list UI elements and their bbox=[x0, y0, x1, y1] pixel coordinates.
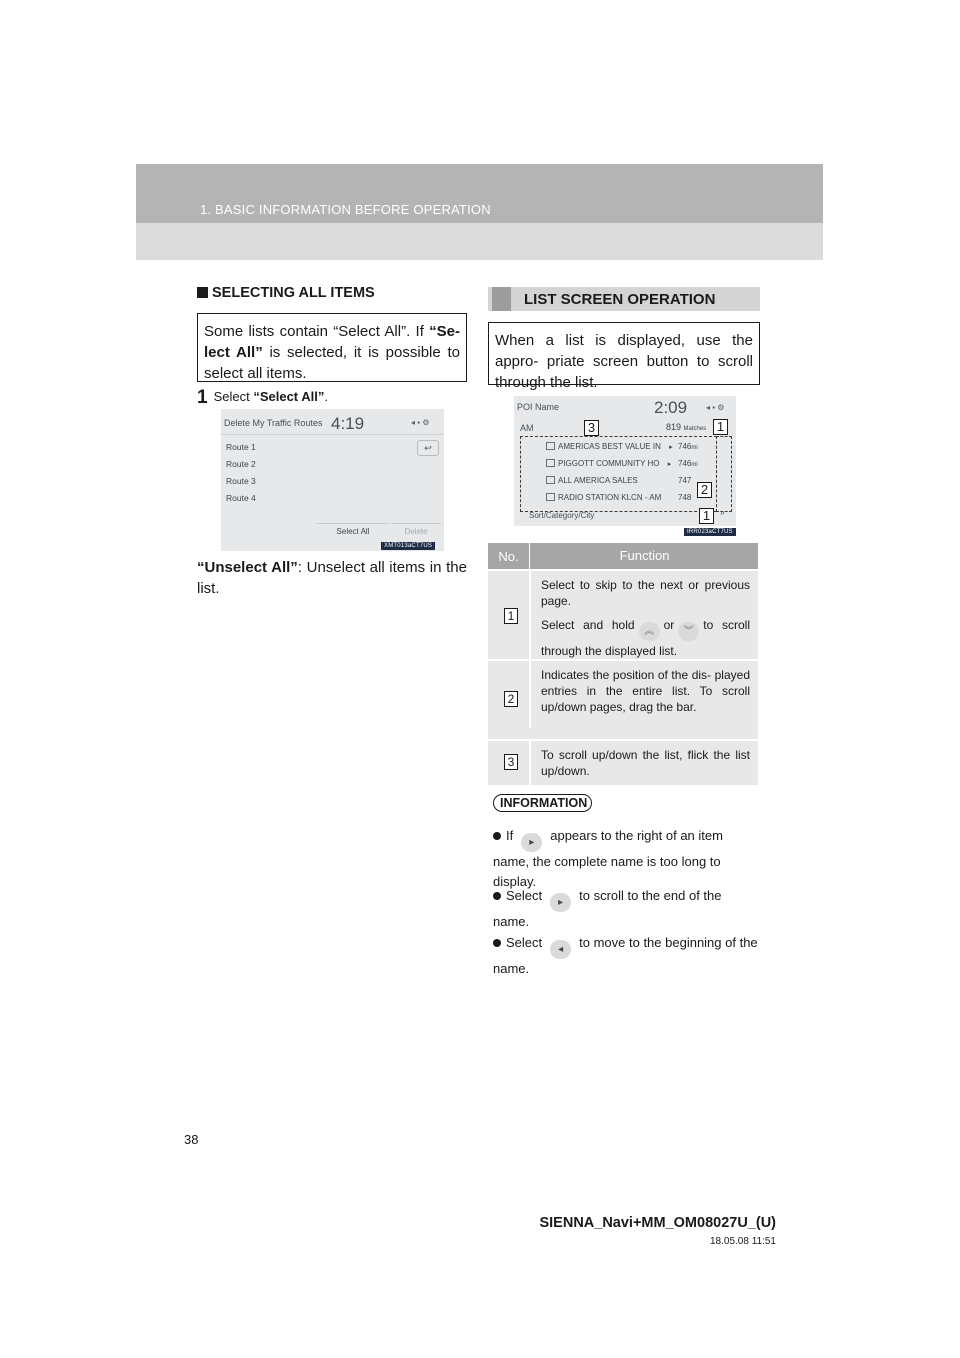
distance: 748 bbox=[678, 493, 692, 502]
more-name-icon: ▸ bbox=[521, 833, 542, 852]
step-1: 1 Select “Select All”. bbox=[197, 387, 328, 408]
list-area-outline bbox=[520, 436, 717, 512]
more-name-icon[interactable]: ▸ bbox=[667, 461, 672, 468]
list-item[interactable]: ALL AMERICA SALES bbox=[546, 476, 638, 485]
image-code-tag: IRR023aCT7US bbox=[684, 528, 736, 536]
function-table bbox=[488, 543, 758, 785]
list-item[interactable]: PIGGOTT COMMUNITY HO ▸ bbox=[546, 459, 671, 468]
banner-square bbox=[492, 287, 511, 311]
row-number: 3 bbox=[504, 754, 518, 770]
screen-clock: 2:09 bbox=[654, 398, 688, 417]
back-to-start-icon: ◂ bbox=[550, 940, 571, 959]
route-item[interactable]: Route 1 bbox=[226, 442, 256, 452]
list-screen-intro-box: When a list is displayed, use the appro- priate screen button to scroll through the list. bbox=[488, 322, 760, 385]
info-bullet-1: If ▸ appears to the right of an item name, the complete name is too long to display. bbox=[493, 828, 723, 889]
route-item[interactable]: Route 4 bbox=[226, 493, 256, 503]
header-no: No. bbox=[498, 549, 519, 564]
list-item[interactable]: RADIO STATION KLCN - AM bbox=[546, 493, 661, 502]
banner-title: LIST SCREEN OPERATION bbox=[524, 291, 716, 308]
callout-3: 3 bbox=[584, 420, 599, 436]
distance: 746mi bbox=[678, 442, 698, 451]
sort-button[interactable]: Sort/Category/City bbox=[529, 511, 595, 520]
more-name-icon[interactable]: ▸ bbox=[669, 444, 673, 451]
chapter-header-bar bbox=[136, 164, 823, 223]
page-number: 38 bbox=[184, 1132, 199, 1147]
square-bullet-icon bbox=[197, 287, 208, 298]
table-row bbox=[488, 659, 758, 739]
screen-poi-name bbox=[514, 396, 736, 535]
row-number: 2 bbox=[504, 691, 518, 707]
unselect-all-note: “Unselect All”: Unselect all items in the list. bbox=[197, 559, 467, 597]
select-all-intro-box: Some lists contain “Select All”. If “Se- lect All” is selected, it is possible to select all items. bbox=[197, 313, 467, 382]
bullet-dot-icon bbox=[493, 892, 501, 900]
status-icons: ◂ ▪ ⚙ bbox=[411, 418, 430, 427]
page-up-icon: ︽ bbox=[639, 622, 660, 641]
match-count: 819 Matches bbox=[666, 422, 707, 432]
list-item[interactable]: AMERICAS BEST VALUE IN ▸ bbox=[546, 442, 673, 451]
row-function: Indicates the position of the dis- played entries in the entire list. To scroll up/down pages, drag the bar. bbox=[529, 661, 758, 728]
header-function: Function bbox=[529, 543, 759, 569]
bullet-dot-icon bbox=[493, 832, 501, 840]
divider bbox=[221, 434, 444, 435]
table-header bbox=[488, 543, 758, 569]
info-bullet-2: Select ▸ to scroll to the end of the name. bbox=[493, 888, 722, 929]
screen-clock: 4:19 bbox=[331, 414, 365, 433]
scrollbar-outline[interactable] bbox=[716, 436, 732, 512]
page-down-icon: ︾ bbox=[678, 622, 699, 641]
callout-1-bottom: 1 bbox=[699, 508, 714, 524]
table-row bbox=[488, 569, 758, 659]
route-item[interactable]: Route 2 bbox=[226, 459, 256, 469]
distance: 747 bbox=[678, 476, 692, 485]
bullet-dot-icon bbox=[493, 939, 501, 947]
row-function: To scroll up/down the list, flick the list up/down. bbox=[529, 741, 758, 792]
section-title-selecting-all: SELECTING ALL ITEMS bbox=[197, 285, 375, 301]
page-down-icon[interactable]: » bbox=[720, 508, 725, 517]
document-code: SIENNA_Navi+MM_OM08027U_(U) bbox=[539, 1215, 776, 1231]
callout-1-top: 1 bbox=[713, 419, 728, 435]
back-icon[interactable]: ↩ bbox=[417, 440, 439, 456]
document-date: 18.05.08 11:51 bbox=[710, 1236, 776, 1247]
callout-2: 2 bbox=[697, 482, 712, 498]
status-icons: ◂ ▪ ⚙ bbox=[706, 403, 725, 412]
select-all-button[interactable]: Select All bbox=[317, 523, 389, 540]
section-banner-list-screen bbox=[488, 287, 760, 311]
chapter-title: 1. BASIC INFORMATION BEFORE OPERATION bbox=[200, 202, 491, 217]
route-item[interactable]: Route 3 bbox=[226, 476, 256, 486]
image-code-tag: XMT013aCT7US bbox=[381, 542, 435, 550]
delete-button[interactable]: Delete bbox=[391, 523, 441, 540]
chapter-header bbox=[136, 164, 823, 260]
information-label: INFORMATION bbox=[493, 794, 592, 812]
step-number: 1 bbox=[197, 387, 208, 408]
row-function: Select to skip to the next or previous page. Select and hold ︽ or ︾ to scroll through the displayed list. bbox=[529, 571, 758, 674]
screen-delete-traffic-routes bbox=[221, 409, 444, 551]
row-number: 1 bbox=[504, 608, 518, 624]
screen-title: POI Name bbox=[517, 402, 560, 412]
table-row bbox=[488, 739, 758, 785]
screen-title: Delete My Traffic Routes bbox=[224, 418, 323, 428]
more-name-icon: ▸ bbox=[550, 893, 571, 912]
distance: 746mi bbox=[678, 459, 698, 468]
info-bullet-3: Select ◂ to move to the beginning of the name. bbox=[493, 935, 758, 976]
band-label: AM bbox=[520, 423, 534, 433]
